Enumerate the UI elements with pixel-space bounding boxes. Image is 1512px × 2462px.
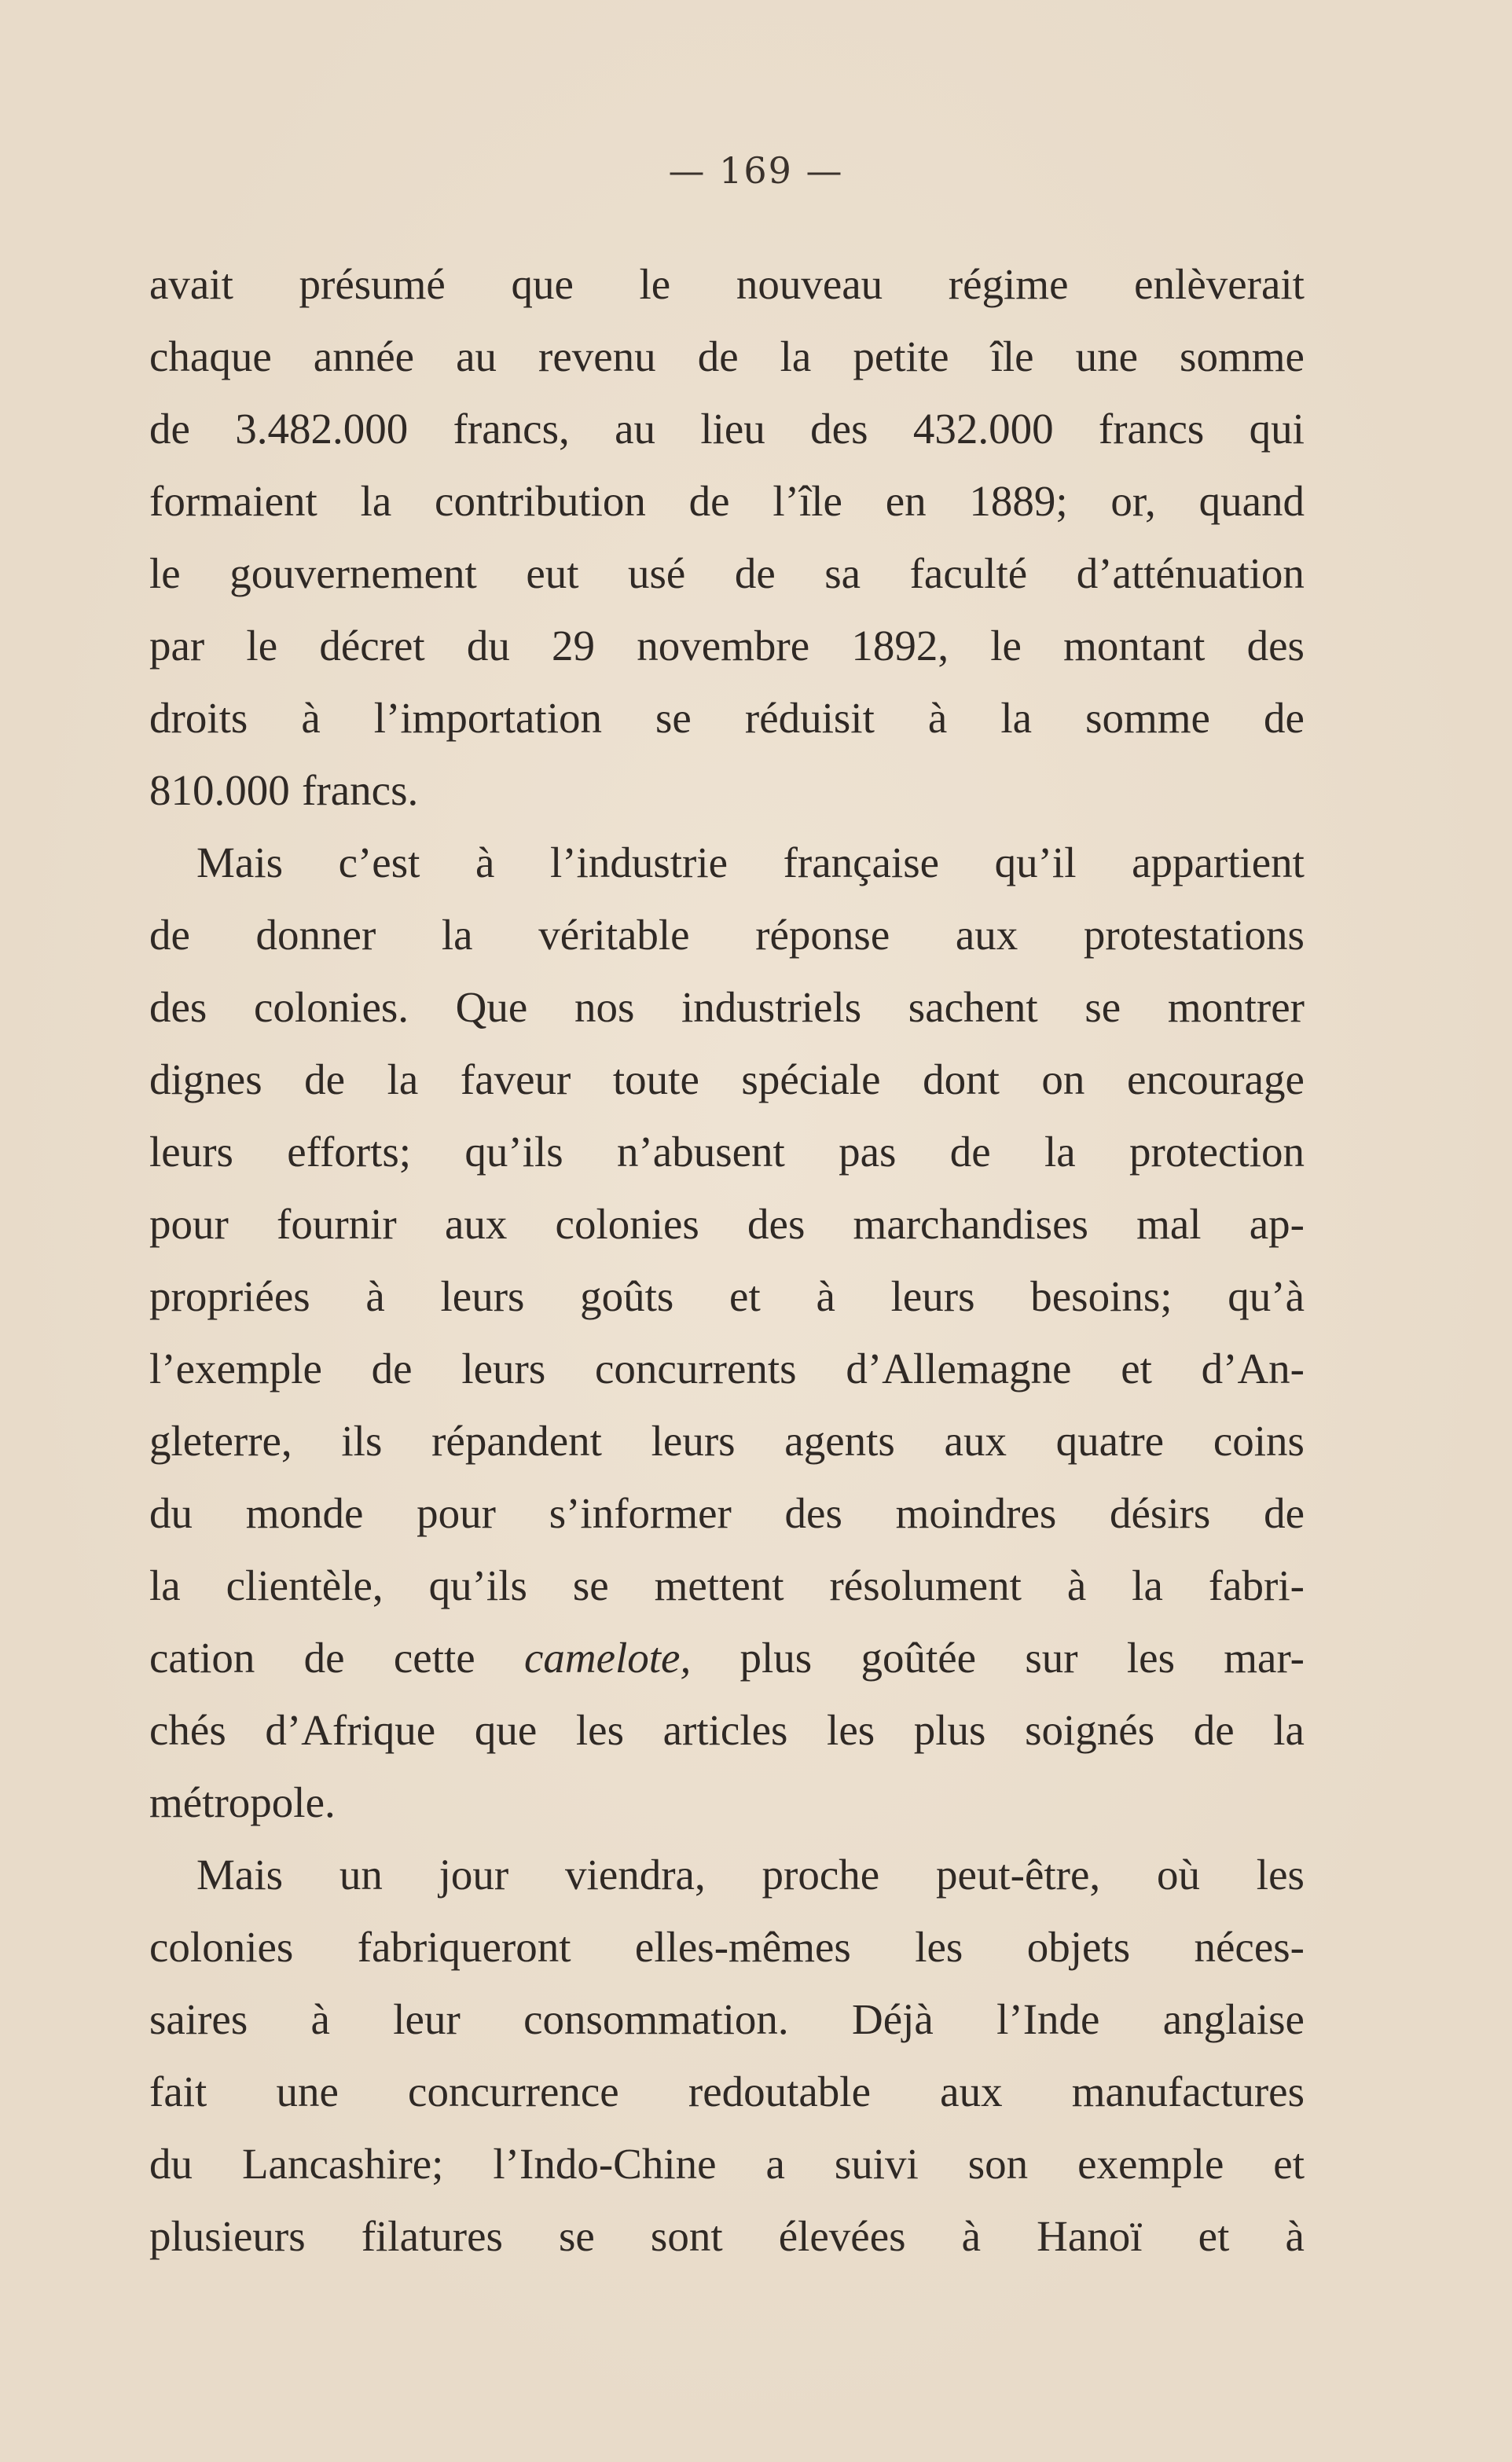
word: élevées [778,2212,906,2260]
word: des [747,1200,806,1248]
word: française [783,838,940,886]
word: à [927,694,948,742]
word: dont [923,1055,1000,1103]
word: faveur [460,1055,571,1103]
word: mettent [654,1561,784,1609]
word: l’Inde [996,1995,1100,2043]
word: elles-mêmes [634,1923,851,1971]
word: eut [526,549,579,597]
word: ils [341,1417,383,1465]
word: pas [839,1128,897,1176]
word: les [827,1706,875,1754]
word: année [313,332,415,380]
word: efforts; [287,1128,412,1176]
word: Mais [196,1851,283,1899]
text-line [149,682,1305,754]
text-line [149,2200,1305,2273]
word: toute [612,1055,699,1103]
word: gouvernement [229,549,477,597]
word: faculté [909,549,1028,597]
word: pour [417,1489,496,1537]
word: Déjà [851,1995,934,2043]
word: la [441,911,473,959]
word: de [734,549,776,597]
word: peut-être, [935,1851,1101,1899]
word: de [149,405,190,453]
word: à [301,694,321,742]
word: enlèverait [1134,260,1305,308]
word: sont [650,2212,723,2260]
word: répandent [431,1417,602,1465]
word: Hanoï [1037,2212,1143,2260]
word: lieu [700,405,765,453]
word: et [1273,2140,1305,2188]
word: réponse [755,911,890,959]
word: la [387,1055,419,1103]
word: se [1084,983,1121,1031]
word: leurs [651,1417,736,1465]
text-line [149,465,1305,538]
word: plus [913,1706,986,1754]
word: novembre [637,622,810,670]
word: des [1246,622,1305,670]
word: l’industrie [549,838,728,886]
word: aux [940,2068,1003,2115]
word: à [961,2212,982,2260]
word: moindres [895,1489,1057,1537]
word: chés [149,1706,226,1754]
word: on [1041,1055,1085,1103]
word: a [765,2140,785,2188]
word: industriels [681,983,862,1031]
word: fabriqueront [357,1923,571,1971]
word: que [474,1706,538,1754]
word: la [149,1561,181,1609]
word: nouveau [736,260,883,308]
word: qu’ils [464,1128,563,1176]
word: le [246,622,278,670]
word: d’Afrique [265,1706,436,1754]
word: propriées [149,1272,310,1320]
word: goûtée [861,1634,977,1682]
word: de [949,1128,991,1176]
text-line [149,248,1305,321]
word: l’importation [373,694,602,742]
word: anglaise [1162,1995,1305,2043]
text-line [149,1044,1305,1116]
word: 1889; [969,477,1068,525]
text-line [149,1260,1305,1333]
text-line [149,1694,1305,1767]
word: ap- [1249,1200,1305,1248]
word: l’île [773,477,842,525]
word: leurs [890,1272,975,1320]
word: à [475,838,495,886]
word: chaque [149,332,272,380]
word: quand [1198,477,1305,525]
word: protection [1129,1128,1305,1176]
word: encourage [1126,1055,1305,1103]
text-line [149,1622,1305,1694]
word: pour [149,1200,229,1248]
text-line [149,1767,1305,1839]
word: métropole. [149,1778,336,1826]
word: une [1075,332,1139,380]
word: au [456,332,497,380]
word: appartient [1132,838,1305,886]
word: à [1066,1561,1087,1609]
word: du [149,1489,193,1537]
word: montrer [1167,983,1305,1031]
word: goûts [580,1272,674,1320]
word: viendra, [565,1851,706,1899]
word: de [1193,1706,1235,1754]
word: cette [393,1634,475,1682]
word: et [729,1272,761,1320]
word: le [990,622,1022,670]
text-line [149,899,1305,971]
word: un [339,1851,383,1899]
word: s’informer [549,1489,732,1537]
word: redoutable [688,2068,872,2115]
word: les [575,1706,624,1754]
word: l’Indo-Chine [493,2140,717,2188]
word: camelote, [523,1634,692,1682]
word: le [639,260,671,308]
word: néces- [1194,1923,1305,1971]
word: besoins; [1030,1272,1173,1320]
text-line [149,827,1305,899]
word: proche [762,1851,880,1899]
word: droits [149,694,248,742]
word: de [1264,1489,1305,1537]
word: donner [255,911,376,959]
word: plus [739,1634,813,1682]
text-line [149,1911,1305,1983]
word: exemple [1077,2140,1224,2188]
word: sur [1025,1634,1078,1682]
word: réduisit [744,694,875,742]
word: soignés [1025,1706,1155,1754]
word: de [371,1345,413,1392]
word: quatre [1055,1417,1165,1465]
word: de [149,911,190,959]
word: leur [393,1995,461,2043]
word: concurrents [595,1345,797,1392]
word: fabri- [1208,1561,1305,1609]
word: la [360,477,392,525]
word: usé [628,549,686,597]
text-line [149,2056,1305,2128]
word: que [511,260,574,308]
word: se [572,1561,609,1609]
text-line [149,1405,1305,1477]
word: les [1256,1851,1305,1899]
word: d’atténuation [1076,549,1305,597]
word: le [149,549,181,597]
word: gleterre, [149,1417,292,1465]
word: la [1132,1561,1163,1609]
word: colonies. [253,983,409,1031]
word: revenu [538,332,656,380]
text-line [149,1188,1305,1260]
word: montant [1063,622,1206,670]
word: nos [574,983,635,1031]
word: Que [455,983,528,1031]
word: colonies [149,1923,294,1971]
text-line [149,1333,1305,1405]
word: des [810,405,868,453]
word: or, [1110,477,1156,525]
word: spéciale [741,1055,881,1103]
word: véritable [538,911,690,959]
word: se [559,2212,595,2260]
word: d’Allemagne [846,1345,1072,1392]
word: la [780,332,812,380]
word: coins [1213,1417,1305,1465]
word: francs [1098,405,1205,453]
word: monde [245,1489,364,1537]
word: mar- [1224,1634,1305,1682]
word: leurs [149,1128,233,1176]
word: somme [1085,694,1210,742]
word: francs. [302,766,419,814]
word: colonies [555,1200,699,1248]
word: des [149,983,207,1031]
word: au [615,405,655,453]
word: c’est [338,838,420,886]
word: protestations [1083,911,1305,959]
word: 3.482.000 [235,405,409,453]
word: résolument [829,1561,1022,1609]
word: et [1198,2212,1230,2260]
word: aux [944,1417,1007,1465]
word: 29 [552,622,596,670]
word: et [1121,1345,1152,1392]
word: qu’ils [428,1561,527,1609]
word: du [149,2140,193,2188]
word: aux [444,1200,508,1248]
word: en [885,477,927,525]
word: formaient [149,477,317,525]
text-line [149,754,1305,827]
word: objets [1026,1923,1131,1971]
word: 432.000 [912,405,1054,453]
word: Mais [196,838,283,886]
text-line [149,610,1305,682]
word: marchandises [853,1200,1088,1248]
word: où [1156,1851,1200,1899]
word: 1892, [851,622,949,670]
word: de [697,332,739,380]
word: clientèle, [226,1561,384,1609]
word: désirs [1110,1489,1211,1537]
word: jour [439,1851,509,1899]
word: l’exemple [149,1345,322,1392]
text-line [149,2128,1305,2200]
word: île [990,332,1034,380]
word: d’An- [1201,1345,1305,1392]
word: 810.000 [149,766,290,814]
word: mal [1136,1200,1202,1248]
word: qu’à [1228,1272,1305,1320]
word: sachent [908,983,1038,1031]
word: fournir [277,1200,397,1248]
word: à [816,1272,835,1320]
word: se [655,694,692,742]
word: de [303,1634,345,1682]
word: présumé [299,260,446,308]
text-line [149,1983,1305,2056]
word: suivi [834,2140,919,2188]
word: leurs [461,1345,546,1392]
word: petite [853,332,949,380]
word: dignes [149,1055,262,1103]
word: cation [149,1634,255,1682]
word: du [466,622,510,670]
word: à [365,1272,385,1320]
word: à [310,1995,330,2043]
word: manufactures [1071,2068,1305,2115]
word: les [915,1923,963,1971]
text-line [149,1550,1305,1622]
word: aux [955,911,1018,959]
word: de [304,1055,346,1103]
word: filatures [361,2212,503,2260]
word: à [1285,2212,1305,2260]
word: la [1000,694,1033,742]
word: des [784,1489,842,1537]
word: les [1126,1634,1175,1682]
text-line [149,393,1305,465]
word: de [688,477,730,525]
word: régime [948,260,1069,308]
word: leurs [440,1272,525,1320]
text-line [149,1477,1305,1550]
word: concurrence [408,2068,619,2115]
word: Lancashire; [241,2140,444,2188]
text-line [149,321,1305,393]
word: la [1273,1706,1305,1754]
page-number: — 169 — [668,149,844,192]
word: par [149,622,205,670]
word: qu’il [994,838,1077,886]
word: saires [149,1995,248,2043]
word: qui [1249,405,1305,453]
word: une [276,2068,339,2115]
word: consommation. [523,1995,789,2043]
word: avait [149,260,233,308]
word: la [1044,1128,1076,1176]
word: fait [149,2068,207,2115]
text-line [149,971,1305,1044]
text-line [149,538,1305,610]
word: son [967,2140,1029,2188]
word: contribution [435,477,646,525]
word: plusieurs [149,2212,306,2260]
word: francs, [453,405,570,453]
word: agents [784,1417,895,1465]
word: somme [1180,332,1305,380]
word: décret [319,622,425,670]
word: n’abusent [616,1128,785,1176]
word: articles [662,1706,788,1754]
body-text [149,248,1305,2273]
word: de [1264,694,1305,742]
text-line [149,1116,1305,1188]
word: sa [824,549,861,597]
text-line [149,1839,1305,1911]
